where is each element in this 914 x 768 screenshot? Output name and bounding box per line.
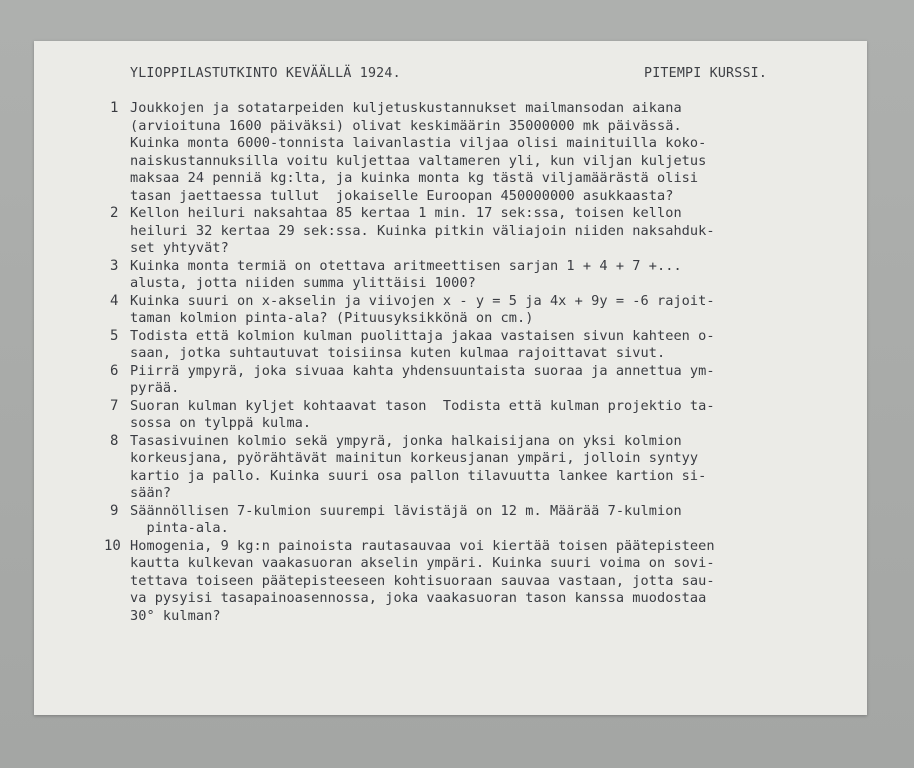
question-item [106, 398, 866, 433]
question-text-line: Suoran kulman kyljet kohtaavat tason Todista että kulman projektio ta- [130, 397, 715, 414]
question-item [100, 538, 866, 626]
question-text-line: pyrää. [130, 380, 180, 396]
question-text-line: pinta-ala. [130, 520, 229, 536]
question-text-line: Todista että kolmion kulman puolittaja jakaa vastaisen sivun kahteen o- [130, 327, 715, 344]
question-text-line: Tasasivuinen kolmio sekä ympyrä, jonka halkaisijana on yksi kolmion [130, 432, 682, 449]
question-text-line: set yhtyvät? [130, 240, 229, 256]
question-number: 6 [110, 362, 119, 379]
question-text-line: kartio ja pallo. Kuinka suuri osa pallon tilavuutta lankee kartion si- [130, 467, 707, 484]
question-text-line: taman kolmion pinta-ala? (Pituusyksikkönä on cm.) [130, 310, 534, 326]
question-text-line: Kuinka monta termiä on otettava aritmeettisen sarjan 1 + 4 + 7 +... [130, 257, 682, 274]
course-label: PITEMPI KURSSI. [644, 66, 768, 81]
question-text-line: (arvioituna 1600 päiväksi) olivat keskimäärin 35000000 mk päivässä. [130, 117, 682, 134]
question-text-line: sään? [130, 485, 172, 501]
question-item [106, 363, 866, 398]
question-text-line: naiskustannuksilla voitu kuljettaa valtameren yli, kun viljan kuljetus [130, 152, 707, 169]
question-text-line: Joukkojen ja sotatarpeiden kuljetuskustannukset mailmansodan aikana [130, 100, 682, 116]
question-text-line: sossa on tylppä kulma. [130, 415, 312, 431]
question-text-line: tettava toiseen päätepisteeseen kohtisuoraan sauvaa vastaan, jotta sau- [130, 572, 715, 589]
question-number: 8 [110, 432, 119, 449]
question-item [106, 293, 866, 328]
question-text-line: korkeusjana, pyörähtävät mainitun korkeusjanan ympäri, jolloin syntyy [130, 450, 699, 466]
question-list [106, 100, 866, 625]
question-text-line: Homogenia, 9 kg:n painoista rautasauvaa voi kiertää toisen päätepisteen [130, 537, 715, 554]
question-item [106, 433, 866, 503]
question-number: 4 [110, 292, 119, 309]
question-text-line: Piirrä ympyrä, joka sivuaa kahta yhdensuuntaista suoraa ja annettua ym- [130, 362, 715, 379]
question-text-line: kautta kulkevan vaakasuoran akselin ympäri. Kuinka suuri voima on sovi- [130, 555, 715, 571]
question-number: 10 [104, 537, 121, 554]
question-number: 1 [110, 100, 119, 116]
question-text-line: Kuinka monta 6000-tonnista laivanlastia viljaa olisi mainituilla koko- [130, 135, 707, 151]
question-text-line: maksaa 24 penniä kg:lta, ja kuinka monta kg tästä viljamäärästä olisi [130, 170, 699, 186]
question-number: 2 [110, 205, 119, 221]
question-number: 3 [110, 257, 119, 274]
question-item [106, 503, 866, 538]
question-number: 7 [110, 397, 119, 414]
question-text-line: tasan jaettaessa tullut jokaiselle Euroopan 450000000 asukkaasta? [130, 187, 674, 204]
question-text-line: saan, jotka suhtautuvat toisiinsa kuten kulmaa rajoittavat sivut. [130, 345, 666, 361]
question-number: 5 [110, 327, 119, 344]
question-text-line: heiluri 32 kertaa 29 sek:ssa. Kuinka pitkin väliajoin niiden naksahduk- [130, 222, 715, 239]
question-number: 9 [110, 502, 119, 519]
exam-sheet [34, 41, 867, 715]
question-text-line: 30° kulman? [130, 607, 221, 624]
question-text-line: Kellon heiluri naksahtaa 85 kertaa 1 min. 17 sek:ssa, toisen kellon [130, 205, 682, 221]
question-item [106, 100, 866, 205]
question-text-line: Säännöllisen 7-kulmion suurempi lävistäjä on 12 m. Määrää 7-kulmion [130, 502, 682, 519]
question-text-line: va pysyisi tasapainoasennossa, joka vaakasuoran tason kanssa muodostaa [130, 590, 707, 606]
question-item [106, 328, 866, 363]
question-item [106, 205, 866, 258]
exam-title: YLIOPPILASTUTKINTO KEVÄÄLLÄ 1924. [130, 66, 401, 81]
question-text-line: alusta, jotta niiden summa ylittäisi 1000? [130, 275, 476, 291]
question-item [106, 258, 866, 293]
question-text-line: Kuinka suuri on x-akselin ja viivojen x - y = 5 ja 4x + 9y = -6 rajoit- [130, 292, 715, 309]
